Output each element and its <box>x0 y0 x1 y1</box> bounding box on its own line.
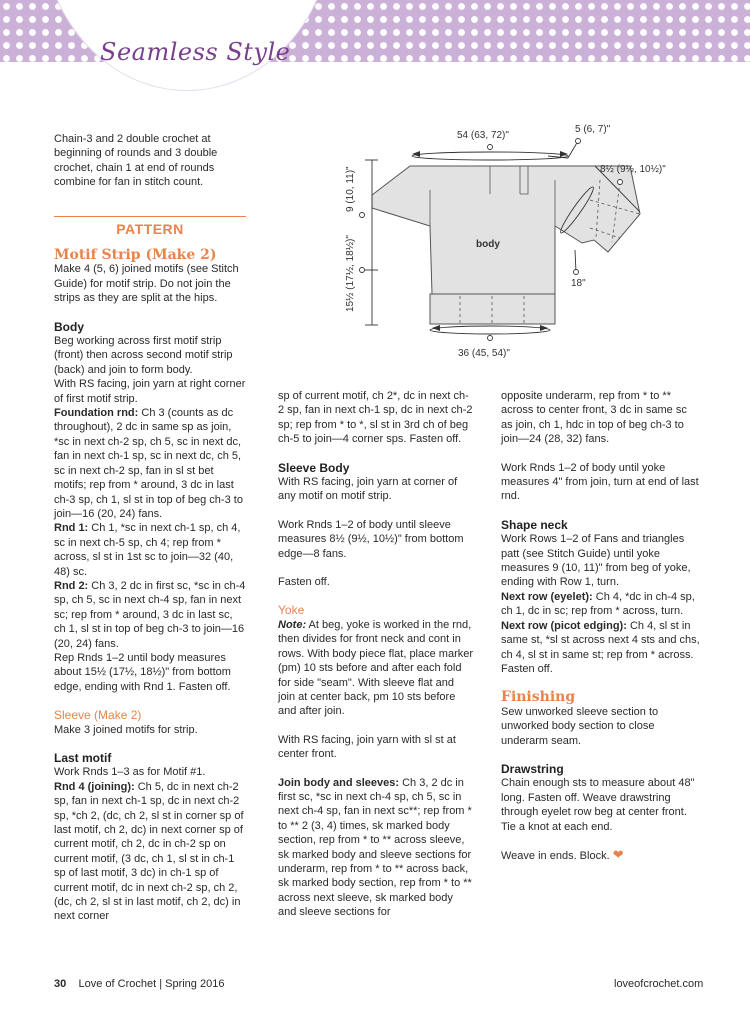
round-1-label: Rnd 1: <box>54 522 89 535</box>
finishing-p1: Sew unworked sleeve section to unworked body section to close underarm seam. <box>501 705 659 747</box>
foundation-label: Foundation rnd: <box>54 407 139 420</box>
body-heading: Body <box>54 319 84 334</box>
foundation-text: Ch 3 (counts as dc throughout), 2 dc in same sp as join, *sc in next ch-2 sp, ch 5, sc in next dc, fan in next ch-1 sp, sc in next dc, ch 5, sc in next ch-2 sp, fan in sl st bet motifs; rep from * around, 3 dc in last ch-3 sp, ch 1, sl st in top of beg ch-3 to join—16 (20, 24) fans. <box>54 407 243 520</box>
heart-icon: ❤ <box>612 846 624 862</box>
page-number: 30 <box>54 978 67 990</box>
body-p2: With RS facing, join yarn at right corner of first motif strip. <box>54 378 246 405</box>
sleeve-make-heading: Sleeve (Make 2) <box>54 708 142 723</box>
column-3 <box>501 389 701 863</box>
round-2-text: Ch 3, 2 dc in first sc, *sc in ch-4 sp, ch 5, sc in next ch-4 sp, fan in next sc; rep from * around, 3 dc in last sc, ch 1, sl st in top of beg ch-3 to join—16 (20, 24) fans. <box>54 579 246 650</box>
sleeve-body-p3: Fasten off. <box>278 576 330 589</box>
section-title: Seamless Style <box>100 38 291 66</box>
drawstring-heading: Drawstring <box>501 761 564 776</box>
motif-strip-text: Make 4 (5, 6) joined motifs (see Stitch Guide) for motif strip. Do not join the strips as they are split at the hips. <box>54 263 239 305</box>
col3-continuation: opposite underarm, rep from * to ** across to center front, 3 dc in same sc as join, ch 1, hdc in top of beg ch-3 to join—24 (28, 32) fans. <box>501 390 687 446</box>
bottom-width-label: 36 (45, 54)" <box>458 348 510 359</box>
join-body-sleeves <box>278 776 474 920</box>
cuff-label: 18" <box>571 278 586 289</box>
sleeve-body-p1: With RS facing, join yarn at corner of any motif on motif strip. <box>278 476 458 503</box>
picot-row <box>501 619 701 677</box>
yoke-p2: With RS facing, join yarn with sl st at center front. <box>278 733 456 761</box>
schematic-body-shape <box>372 166 640 294</box>
yoke-note <box>278 618 474 719</box>
round-4-label: Rnd 4 (joining): <box>54 780 135 793</box>
body-p1: Beg working across first motif strip (front) then across second motif strip (back) and join to form body. <box>54 335 233 376</box>
col3-p2: Work Rnds 1–2 of body until yoke measures 4" from join, turn at end of last rnd. <box>501 461 699 503</box>
foundation-round <box>54 406 246 521</box>
note-label: Note: <box>278 618 307 631</box>
sleeve-body-p2: Work Rnds 1–2 of body until sleeve measures 8½ (9½, 10½)" from bottom edge—8 fans. <box>278 518 464 560</box>
picot-label: Next row (picot edging): <box>501 619 627 632</box>
schematic-hem-band <box>430 294 555 324</box>
eyelet-row <box>501 590 701 619</box>
round-1-text: Ch 1, *sc in next ch-1 sp, ch 4, sc in next ch-5 sp, ch 4; rep from * across, sl st in 1st sc to join—32 (40, 48) sc. <box>54 522 241 578</box>
eyelet-text: Ch 4, *dc in ch-4 sp, ch 1, dc in sc; rep from * across, turn. <box>501 590 695 618</box>
drawstring-p1: Chain enough sts to measure about 48" long. Fasten off. Weave drawstring through eyelet row beg at center front. Tie a knot at each end. <box>501 777 695 833</box>
column-1 <box>54 244 246 924</box>
column-2 <box>278 389 474 920</box>
picot-text: Ch 4, sl st in same st, *sl st across next 4 sts and chs, ch 4, sl st in same st; rep from * across. Fasten off. <box>501 619 700 675</box>
round-1 <box>54 521 246 579</box>
last-motif-p1: Work Rnds 1–3 as for Motif #1. <box>54 766 206 779</box>
last-motif-heading: Last motif <box>54 751 112 765</box>
sleeve-make-text: Make 3 joined motifs for strip. <box>54 723 198 736</box>
drawstring-p2 <box>501 848 701 863</box>
top-width-label: 54 (63, 72)" <box>457 130 509 141</box>
yoke-height-label: 9 (10, 11)" <box>345 166 356 212</box>
footer-left <box>54 978 224 990</box>
footer-divider: | <box>159 978 166 990</box>
eyelet-label: Next row (eyelet): <box>501 590 593 603</box>
drawstring-p2-text: Weave in ends. Block. <box>501 849 610 862</box>
shape-neck-heading: Shape neck <box>501 517 568 532</box>
website-link[interactable]: loveofcrochet.com <box>614 978 704 990</box>
body-repeat: Rep Rnds 1–2 until body measures about 15½ (17½, 18½)" from bottom edge, ending with Rnd 1. Fasten off. <box>54 651 231 693</box>
footer-right <box>614 978 703 990</box>
intro-block <box>54 132 246 190</box>
body-label: body <box>476 239 500 250</box>
intro-text: Chain-3 and 2 double crochet at beginning of rounds and 3 double crochet, chain 1 at end of rounds combine for fan in stitch count. <box>54 133 218 189</box>
round-2-label: Rnd 2: <box>54 579 89 592</box>
sleeve-length-label: 8½ (9½, 10½)" <box>600 164 666 175</box>
shoulder-width-label: 5 (6, 7)" <box>575 124 611 135</box>
join-text: Ch 3, 2 dc in first sc, *sc in next ch-4 sp, ch 5, sc in next ch-4 sp, fan in next sc**; rep from * to ** 2 (3, 4) times, sk marked body section, rep from * to ** across sleeve, sk marked body and sleeve sections for underarm, rep from * to ** across back, sk marked body section, rep from * to ** across next sleeve, sk marked body and sleeve sections for <box>278 776 472 919</box>
body-length-label: 15½ (17½, 18½)" <box>345 235 356 312</box>
pattern-heading: PATTERN <box>54 216 246 237</box>
col2-continuation: sp of current motif, ch 2*, dc in next ch-2 sp, fan in next ch-1 sp, dc in next ch-2 sp; rep from * to *, sl st in 3rd ch of beg ch-5 to join—4 corner sps. Fasten off. <box>278 390 473 446</box>
round-4-text: Ch 5, dc in next ch-2 sp, fan in next ch-1 sp, dc in next ch-2 sp, *ch 2, (dc, ch 2, sl st in corner sp of last motif, ch 2, dc) in next corner sp of current motif, ch 2, dc in ch-2 sp on current motif, (3 dc, ch 1, sl st in ch-1 sp of last motif, 3 dc) in ch-1 sp of current motif, dc in next ch-2 sp, ch 2, (dc, ch 2, sl st in last motif, ch 2, dc) in next corner <box>54 780 244 923</box>
round-4 <box>54 780 246 924</box>
round-2 <box>54 579 246 651</box>
finishing-heading: Finishing <box>501 689 576 706</box>
sleeve-body-heading: Sleeve Body <box>278 460 350 475</box>
issue-date: Spring 2016 <box>165 978 225 990</box>
shape-neck-p1: Work Rows 1–2 of Fans and triangles patt (see Stitch Guide) until yoke measures 9 (10, 11)" from beg of yoke, ending with Row 1, turn. <box>501 533 691 589</box>
yoke-heading: Yoke <box>278 603 305 618</box>
motif-strip-heading: Motif Strip (Make 2) <box>54 247 217 263</box>
join-label: Join body and sleeves: <box>278 776 400 789</box>
note-text: At beg, yoke is worked in the rnd, then divides for front neck and cont in rows. With body piece flat, place marker (pm) 10 sts before and after each fold for side "seam". With sleeve flat and join at center back, pm 10 sts before and after join. <box>278 618 474 718</box>
publication-name: Love of Crochet <box>78 978 157 990</box>
